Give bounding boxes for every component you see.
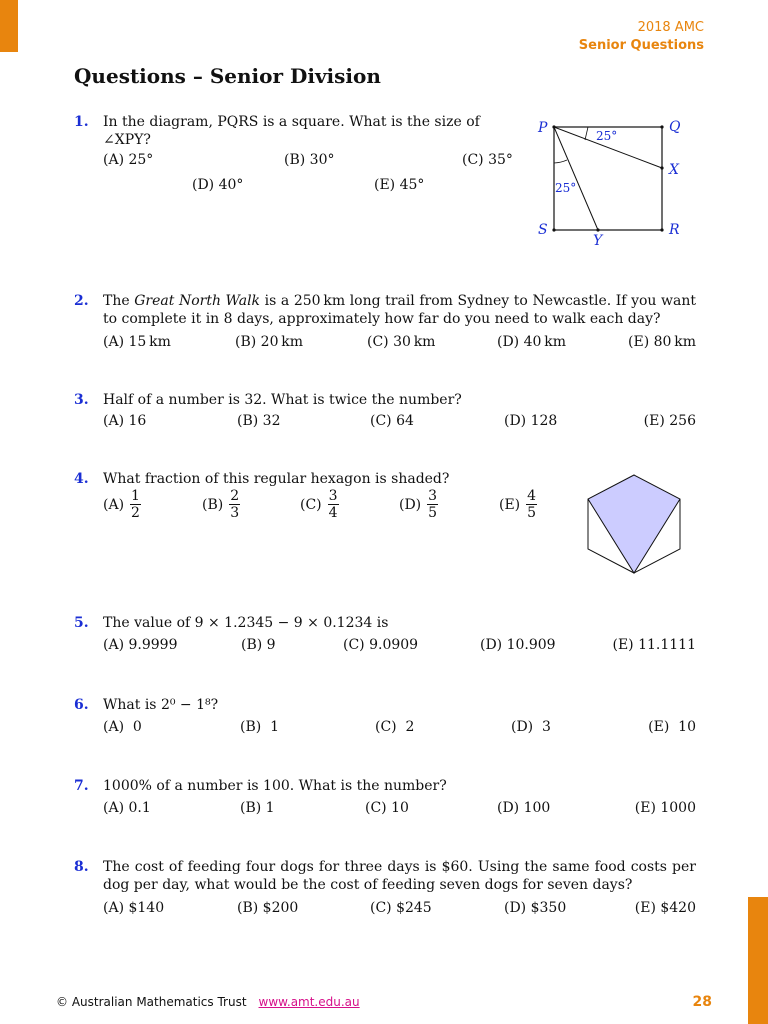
denominator: 5 (428, 505, 438, 521)
label-r: R (669, 222, 680, 238)
shaded-region (588, 475, 680, 573)
hexagon-diagram (586, 472, 686, 578)
option-a[interactable]: (A) 15 km (103, 334, 171, 350)
option-label: (B) (202, 496, 224, 513)
trail-name: Great North Walk (134, 293, 261, 309)
fraction (526, 488, 537, 521)
vertex-x (660, 166, 663, 169)
fraction (427, 488, 438, 521)
denominator: 5 (527, 505, 537, 521)
option-b[interactable]: (B) 20 km (235, 334, 304, 350)
question-number: 6. (74, 697, 89, 713)
option-label: (A) (103, 496, 125, 513)
option-e[interactable]: (E) 11.1111 (612, 637, 696, 653)
label-s: S (538, 222, 548, 238)
option-d[interactable]: (D) 10.909 (480, 637, 556, 653)
option-b[interactable]: (B) 1 (240, 800, 275, 816)
orange-tab-bottom (748, 897, 768, 1024)
angle-arc-left (554, 160, 567, 163)
denominator: 4 (328, 505, 338, 521)
option-e[interactable]: (E) 256 (643, 413, 696, 429)
question-text: 1000% of a number is 100. What is the number? (103, 778, 447, 794)
option-a[interactable]: (A) 0.1 (103, 800, 151, 816)
page-number: 28 (692, 994, 712, 1010)
option-label: (D) (399, 496, 422, 513)
numerator: 1 (131, 488, 140, 504)
option-e[interactable]: (E) 45° (374, 177, 425, 193)
question-number: 4. (74, 471, 89, 487)
option-a[interactable]: (A) 0 (103, 719, 142, 735)
label-q: Q (669, 119, 681, 135)
question-3 (74, 391, 696, 431)
vertex-r (660, 228, 663, 231)
orange-tab-top (0, 0, 18, 52)
option-label: (E) (499, 496, 521, 513)
option-b[interactable]: (B) 30° (284, 152, 335, 168)
option-a[interactable]: (A) $140 (103, 900, 165, 916)
option-e[interactable]: (E) 10 (648, 719, 696, 735)
option-d[interactable]: (D) 40 km (497, 334, 566, 350)
denominator: 2 (131, 505, 140, 521)
angle-tick-top (585, 127, 588, 140)
question-6 (74, 696, 696, 736)
question-text: In the diagram, PQRS is a square. What is the size of ∠XPY? (103, 114, 480, 148)
option-label: (C) (300, 496, 322, 513)
footer (56, 995, 360, 1009)
option-b[interactable]: (B) 32 (237, 413, 281, 429)
option-c[interactable]: (C) 9.0909 (343, 637, 419, 653)
option-b[interactable]: (B) $200 (237, 900, 299, 916)
numerator: 2 (230, 488, 240, 504)
label-x: X (669, 162, 679, 178)
option-b[interactable]: (B) 9 (241, 637, 276, 653)
question-number: 5. (74, 615, 89, 631)
numerator: 3 (328, 488, 338, 504)
option-c[interactable]: (C) $245 (370, 900, 432, 916)
question-5 (74, 614, 696, 654)
fraction (328, 488, 339, 521)
question-2 (74, 292, 696, 356)
option-a[interactable]: (A) 25° (103, 152, 154, 168)
label-p: P (538, 120, 548, 136)
line-py (554, 127, 598, 230)
vertex-s (552, 228, 555, 231)
question-text: What fraction of this regular hexagon is shaded? (103, 471, 450, 487)
header-year: 2018 AMC (637, 20, 704, 35)
fraction (229, 488, 240, 521)
question-8 (74, 858, 696, 922)
option-e[interactable]: (E) 80 km (628, 334, 696, 350)
option-c[interactable]: (C) 35° (462, 152, 513, 168)
option-c[interactable]: (C) 30 km (367, 334, 436, 350)
question-text: Half of a number is 32. What is twice the number? (103, 392, 462, 408)
fraction (130, 488, 141, 521)
text-part: The (103, 293, 135, 309)
square-diagram (530, 110, 700, 250)
numerator: 4 (527, 488, 537, 504)
option-a[interactable]: (A) 16 (103, 413, 147, 429)
option-a[interactable]: (A) 9.9999 (103, 637, 178, 653)
question-text (103, 292, 696, 328)
vertex-p (552, 125, 555, 128)
option-d[interactable]: (D) 3 (511, 719, 551, 735)
option-d[interactable]: (D) 40° (192, 177, 244, 193)
vertex-y (596, 228, 599, 231)
option-c[interactable]: (C) 10 (365, 800, 409, 816)
option-e[interactable] (499, 488, 537, 521)
question-number: 3. (74, 392, 89, 408)
option-b[interactable]: (B) 1 (240, 719, 280, 735)
copyright-text: © Australian Mathematics Trust (56, 995, 247, 1009)
option-c[interactable]: (C) 64 (370, 413, 414, 429)
question-text: What is 2⁰ − 1⁸? (103, 697, 219, 713)
option-d[interactable]: (D) 128 (504, 413, 558, 429)
option-d[interactable]: (D) $350 (504, 900, 567, 916)
option-c[interactable]: (C) 2 (375, 719, 415, 735)
header-section: Senior Questions (578, 38, 704, 53)
label-y: Y (593, 233, 603, 249)
option-a[interactable] (103, 488, 141, 521)
numerator: 3 (428, 488, 438, 504)
page-title: Questions – Senior Division (74, 64, 381, 88)
angle-label-left: 25° (555, 181, 577, 195)
option-b[interactable] (202, 488, 240, 521)
text-part: is a 250 km long trail from Sydney to Newcastle. If you want to complete it in 8 days, approximately how far do you need to walk each day? (103, 293, 696, 327)
question-number: 7. (74, 778, 89, 794)
option-d[interactable] (399, 488, 438, 521)
footer-link[interactable]: www.amt.edu.au (258, 995, 360, 1009)
question-number: 2. (74, 293, 89, 309)
angle-label-top: 25° (596, 129, 618, 143)
vertex-q (660, 125, 663, 128)
denominator: 3 (230, 505, 240, 521)
option-d[interactable]: (D) 100 (497, 800, 551, 816)
question-text: The cost of feeding four dogs for three days is $60. Using the same food costs per dog per day, what would be the cost of feeding seven dogs for seven days? (103, 859, 696, 893)
option-e[interactable]: (E) 1000 (634, 800, 696, 816)
question-text: The value of 9 × 1.2345 − 9 × 0.1234 is (103, 615, 389, 631)
option-e[interactable]: (E) $420 (634, 900, 696, 916)
question-7 (74, 777, 696, 817)
question-number: 8. (74, 859, 89, 875)
question-number: 1. (74, 114, 89, 130)
option-c[interactable] (300, 488, 339, 521)
